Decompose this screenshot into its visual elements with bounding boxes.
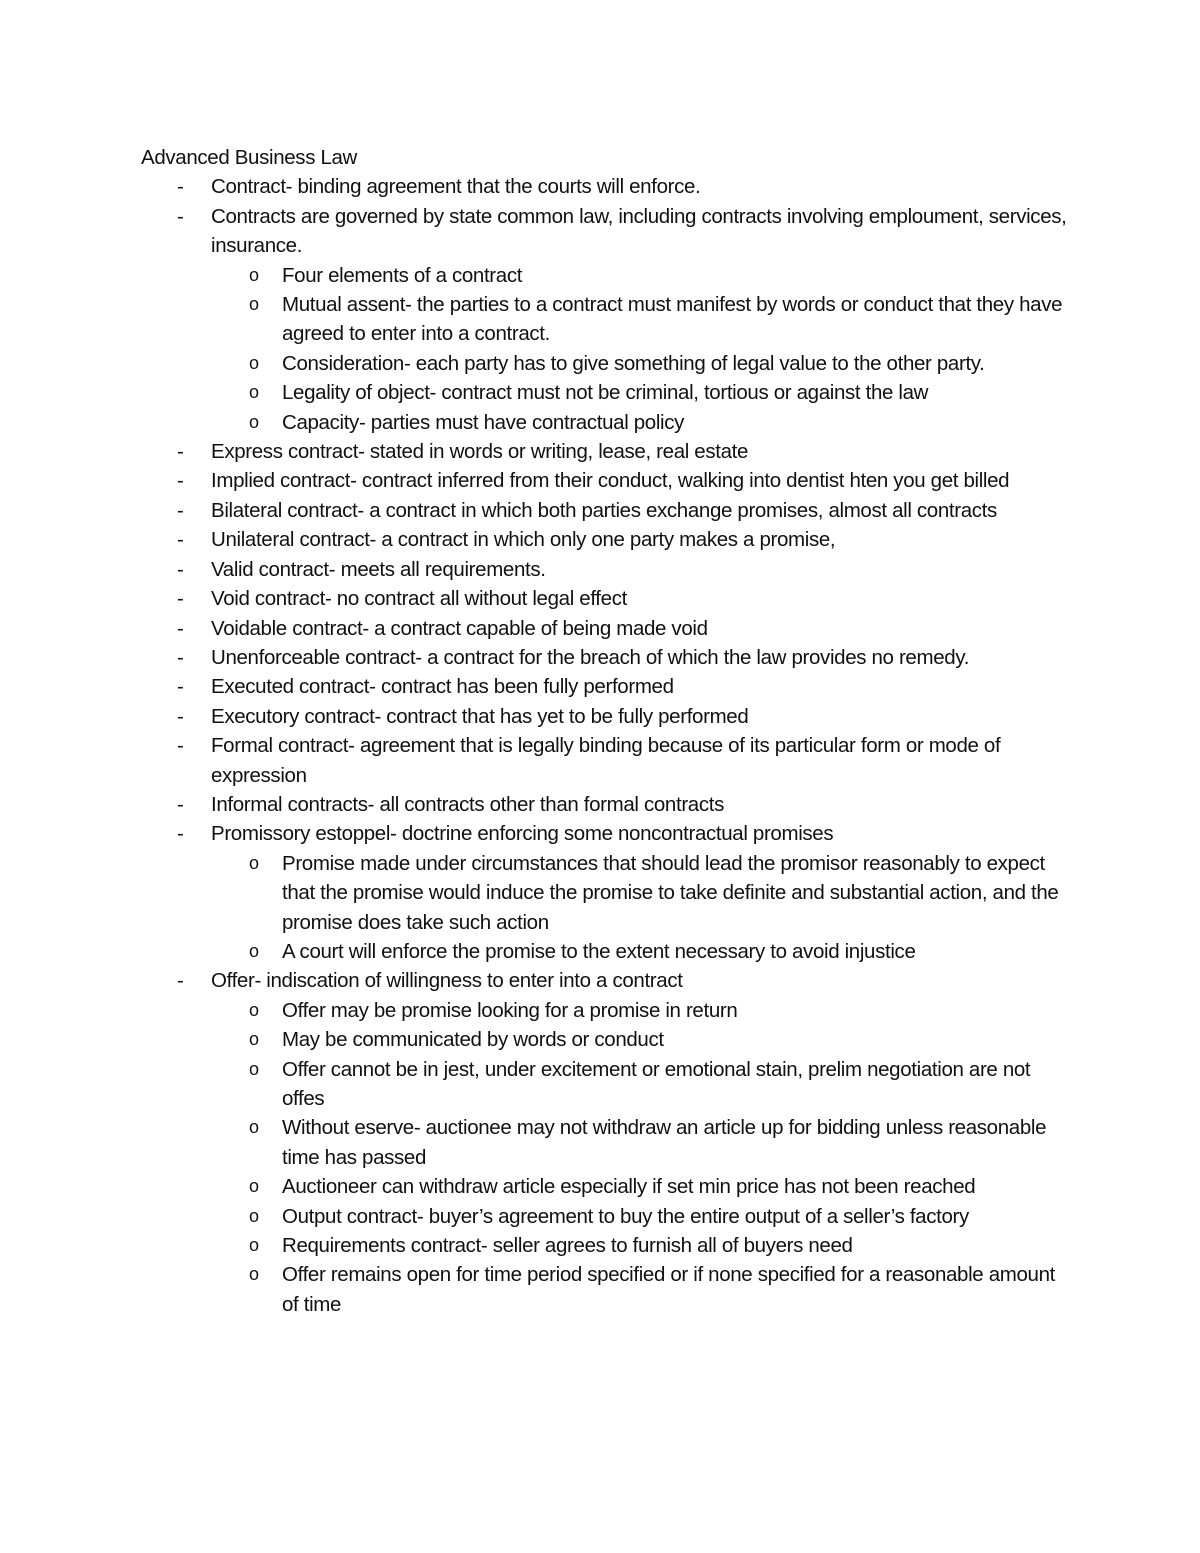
dash-bullet-icon: - [177, 440, 184, 464]
dash-bullet-icon: - [177, 734, 184, 758]
document-body [141, 143, 1071, 1319]
dash-bullet-icon: - [177, 557, 184, 581]
circle-bullet-icon: o [249, 940, 259, 961]
circle-bullet-icon: o [249, 294, 259, 315]
sub-list-item-text: Offer remains open for time period specified or if none specified for a reasonable amount of time [282, 1263, 1055, 1316]
sub-list-item [211, 1113, 1071, 1172]
circle-bullet-icon: o [249, 352, 259, 373]
dash-bullet-icon: - [177, 675, 184, 699]
circle-bullet-icon: o [249, 382, 259, 403]
circle-bullet-icon: o [249, 1235, 259, 1256]
sub-list-item [211, 1055, 1071, 1114]
circle-bullet-icon: o [249, 1117, 259, 1138]
list-item-text: Valid contract- meets all requirements. [211, 557, 546, 581]
sub-list-item-text: Legality of object- contract must not be criminal, tortious or against the law [282, 381, 929, 405]
list-item [141, 172, 1071, 201]
sub-list-item [211, 1025, 1071, 1054]
sub-list-item-text: Offer cannot be in jest, under excitement or emotional stain, prelim negotiation are not offes [282, 1057, 1031, 1110]
list-item [141, 790, 1071, 819]
sub-list-item-text: Requirements contract- seller agrees to furnish all of buyers need [282, 1234, 853, 1258]
list-item-text: Executed contract- contract has been fully performed [211, 675, 674, 699]
list-item-text: Executory contract- contract that has yet to be fully performed [211, 704, 749, 728]
dash-bullet-icon: - [177, 587, 184, 611]
dash-bullet-icon: - [177, 704, 184, 728]
circle-bullet-icon: o [249, 999, 259, 1020]
list-item-text: Voidable contract- a contract capable of being made void [211, 616, 708, 640]
dash-bullet-icon: - [177, 792, 184, 816]
sub-list-item [211, 261, 1071, 290]
sub-list-item [211, 378, 1071, 407]
sub-list-item-text: Without eserve- auctionee may not withdraw an article up for bidding unless reasonable time has passed [282, 1116, 1047, 1169]
sub-list-item-text: May be communicated by words or conduct [282, 1028, 664, 1052]
list-item [141, 437, 1071, 466]
circle-bullet-icon: o [249, 1029, 259, 1050]
list-item-text: Express contract- stated in words or writing, lease, real estate [211, 440, 749, 464]
list-item-text: Unilateral contract- a contract in which only one party makes a promise, [211, 528, 836, 552]
sub-list-item-text: Promise made under circumstances that should lead the promisor reasonably to expect that the promise would induce the promise to take definite and substantial action, and the promise does take such action [282, 851, 1059, 934]
circle-bullet-icon: o [249, 852, 259, 873]
list-item [141, 466, 1071, 495]
list-item [141, 731, 1071, 790]
sub-list-item-text: Offer may be promise looking for a promise in return [282, 998, 738, 1022]
circle-bullet-icon: o [249, 264, 259, 285]
list-item-text: Implied contract- contract inferred from their conduct, walking into dentist hten you get billed [211, 469, 1010, 493]
dash-bullet-icon: - [177, 528, 184, 552]
sub-list-item [211, 1260, 1071, 1319]
list-item-text: Offer- indiscation of willingness to enter into a contract [211, 969, 683, 993]
document-title: Advanced Business Law [141, 146, 358, 169]
list-item [141, 966, 1071, 1319]
list-item [141, 643, 1071, 672]
sub-list-item-text: Output contract- buyer’s agreement to buy the entire output of a seller’s factory [282, 1204, 969, 1228]
dash-bullet-icon: - [177, 645, 184, 669]
sub-list-item-text: Capacity- parties must have contractual policy [282, 410, 685, 434]
list-item [141, 614, 1071, 643]
dash-bullet-icon: - [177, 469, 184, 493]
list-item [141, 702, 1071, 731]
sub-list-item [211, 408, 1071, 437]
circle-bullet-icon: o [249, 1205, 259, 1226]
sub-list-item [211, 937, 1071, 966]
sub-list-item [211, 349, 1071, 378]
dash-bullet-icon: - [177, 969, 184, 993]
circle-bullet-icon: o [249, 1176, 259, 1197]
list-item [141, 672, 1071, 701]
sub-bullet-list [211, 849, 1071, 967]
sub-list-item-text: Consideration- each party has to give something of legal value to the other party. [282, 351, 985, 375]
sub-list-item-text: Auctioneer can withdraw article especially if set min price has not been reached [282, 1175, 976, 1199]
list-item [141, 584, 1071, 613]
list-item [141, 496, 1071, 525]
sub-list-item [211, 290, 1071, 349]
list-item [141, 819, 1071, 966]
sub-list-item-text: Mutual assent- the parties to a contract must manifest by words or conduct that they have agreed to enter into a contract. [282, 293, 1063, 346]
list-item-text: Void contract- no contract all without legal effect [211, 587, 627, 611]
circle-bullet-icon: o [249, 1058, 259, 1079]
list-item-text: Bilateral contract- a contract in which both parties exchange promises, almost all contracts [211, 498, 997, 522]
sub-list-item-text: A court will enforce the promise to the extent necessary to avoid injustice [282, 939, 916, 963]
list-item-text: Contract- binding agreement that the courts will enforce. [211, 175, 701, 199]
sub-list-item [211, 1231, 1071, 1260]
sub-list-item [211, 1172, 1071, 1201]
sub-bullet-list [211, 261, 1071, 437]
main-bullet-list [141, 172, 1071, 1319]
list-item [141, 202, 1071, 437]
circle-bullet-icon: o [249, 1264, 259, 1285]
dash-bullet-icon: - [177, 204, 184, 228]
list-item-text: Informal contracts- all contracts other than formal contracts [211, 792, 725, 816]
sub-list-item [211, 1202, 1071, 1231]
sub-list-item [211, 849, 1071, 937]
list-item-text: Formal contract- agreement that is legally binding because of its particular form or mode of expression [211, 734, 1001, 787]
circle-bullet-icon: o [249, 411, 259, 432]
list-item-text: Unenforceable contract- a contract for the breach of which the law provides no remedy. [211, 645, 970, 669]
sub-list-item [211, 996, 1071, 1025]
dash-bullet-icon: - [177, 822, 184, 846]
list-item [141, 555, 1071, 584]
dash-bullet-icon: - [177, 175, 184, 199]
list-item-text: Contracts are governed by state common law, including contracts involving emploument, services, insurance. [211, 204, 1067, 258]
dash-bullet-icon: - [177, 616, 184, 640]
sub-bullet-list [211, 996, 1071, 1319]
list-item [141, 525, 1071, 554]
sub-list-item-text: Four elements of a contract [282, 263, 523, 287]
dash-bullet-icon: - [177, 498, 184, 522]
list-item-text: Promissory estoppel- doctrine enforcing some noncontractual promises [211, 822, 834, 846]
